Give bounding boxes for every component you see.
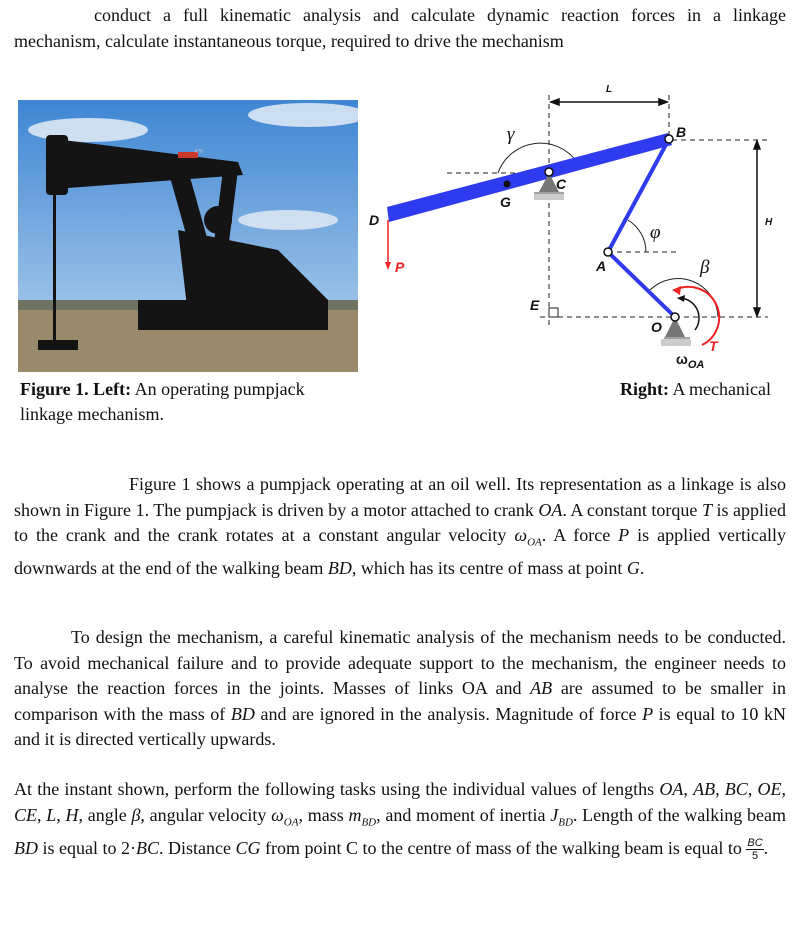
force-p-arrow <box>385 220 391 270</box>
text-run: , <box>715 779 725 799</box>
text-run: BC <box>724 779 748 799</box>
text-run: . Distance <box>159 837 236 858</box>
text-run: G <box>626 558 640 579</box>
text-run: , mass <box>298 804 349 825</box>
text-run: . <box>639 558 645 579</box>
caption-left-bold: Figure 1. Left: <box>20 379 132 399</box>
label-o: O <box>651 319 662 335</box>
linkage-diagram <box>0 0 805 400</box>
label-a: A <box>596 258 607 274</box>
text-run: BC <box>135 837 159 858</box>
text-run: , <box>56 804 66 825</box>
text-run: is equal to 10 kN and it is directed vertically upwards. <box>14 703 786 749</box>
text-run: At the instant shown, perform the following tasks using the individual values of lengths <box>14 779 660 799</box>
label-g: G <box>500 194 511 210</box>
label-p: P <box>395 259 405 275</box>
caption-left <box>20 377 340 427</box>
text-run: conduct a full kinematic analysis and calculate dynamic reaction forces in a linkage mechanism, calculate instantaneous torque, required to drive the mechanism <box>14 5 786 51</box>
text-run: , angle <box>78 804 132 825</box>
omega-subscript: OA <box>687 358 705 371</box>
text-run: ω <box>514 525 528 545</box>
text-run: OA <box>283 816 299 829</box>
text-run: P <box>618 525 630 545</box>
paragraph-2 <box>14 625 786 753</box>
label-d: D <box>369 212 380 228</box>
label-phi: φ <box>650 222 661 243</box>
label-h: H <box>765 217 773 228</box>
text-run: CE <box>14 804 38 825</box>
text-run: BD <box>230 703 255 724</box>
text-run: are assumed to be smaller in comparison with the mass of <box>14 678 786 724</box>
text-run: AB <box>693 779 716 799</box>
text-run: OE <box>757 779 782 799</box>
text-run: OA <box>527 536 542 549</box>
caption-right-text: A mechanical <box>669 379 771 399</box>
fraction-part: 5 <box>751 849 759 862</box>
omega-symbol: ω <box>676 351 688 367</box>
label-b: B <box>676 124 687 140</box>
text-run: , <box>747 779 758 799</box>
text-run: , and moment of inertia <box>376 804 551 825</box>
center-of-mass-g <box>504 181 511 188</box>
paragraph-3 <box>14 777 786 862</box>
paragraph-1 <box>14 472 786 582</box>
text-run: Figure 1 shows a pumpjack operating at an oil well. Its representation as a linkage is also shown in Figure 1. The pumpjack is driven by a motor attached to crank <box>14 474 786 520</box>
label-t: T <box>709 338 718 354</box>
label-beta: β <box>700 257 710 278</box>
text-run: BD <box>558 816 573 829</box>
text-run: AB <box>530 678 553 698</box>
label-e: E <box>530 297 540 313</box>
text-run: is applied vertically downwards at the end of the walking beam <box>14 525 786 579</box>
text-run: . Length of the walking beam <box>572 804 787 825</box>
text-run: from point C to the centre of mass of the walking beam is equal to <box>260 837 747 858</box>
text-run: m <box>348 804 362 825</box>
text-run: T <box>701 499 712 520</box>
text-run: CG <box>235 837 261 858</box>
text-run: , which has its centre of mass at point <box>351 558 627 579</box>
fraction <box>746 837 763 862</box>
text-run: . A constant torque <box>562 499 702 520</box>
text-run: BD <box>14 837 38 858</box>
fraction-part: BC <box>747 836 763 849</box>
text-run: ω <box>271 804 284 825</box>
text-run: and are ignored in the analysis. Magnitude of force <box>254 703 643 724</box>
caption-left-text: An operating pumpjack linkage mechanism. <box>20 379 305 424</box>
text-run: BD <box>327 558 352 579</box>
text-run: J <box>550 804 559 825</box>
text-run: OA <box>538 499 563 520</box>
label-l: L <box>606 84 613 95</box>
label-gamma: γ <box>507 124 515 145</box>
text-run: is applied to the crank and the crank rotates at a constant angular velocity <box>14 499 786 545</box>
text-run: , <box>37 804 47 825</box>
text-run: , angular velocity <box>140 804 272 825</box>
label-c: C <box>556 176 567 192</box>
label-omega <box>676 351 704 371</box>
text-run: , <box>781 779 787 799</box>
caption-right-bold: Right: <box>620 379 669 399</box>
text-run: H <box>65 804 79 825</box>
text-run: BD <box>361 816 377 829</box>
text-run: . A force <box>541 525 619 545</box>
text-run: OA <box>659 779 684 799</box>
text-run: . <box>763 837 769 858</box>
text-run: P <box>642 703 654 724</box>
text-run: is equal to 2· <box>38 837 136 858</box>
text-run: L <box>46 804 57 825</box>
photo-sign: 470 <box>194 149 203 155</box>
text-run: , <box>683 779 694 799</box>
caption-right <box>620 377 771 402</box>
text-run: To design the mechanism, a careful kinematic analysis of the mechanism needs to be conducted. To avoid mechanical failure and to provide adequate support to the mechanism, the engineer needs to analyse the reaction forces in the joints. Masses of links OA and <box>14 627 786 698</box>
text-run: β <box>131 804 141 825</box>
link-oa <box>608 252 675 317</box>
